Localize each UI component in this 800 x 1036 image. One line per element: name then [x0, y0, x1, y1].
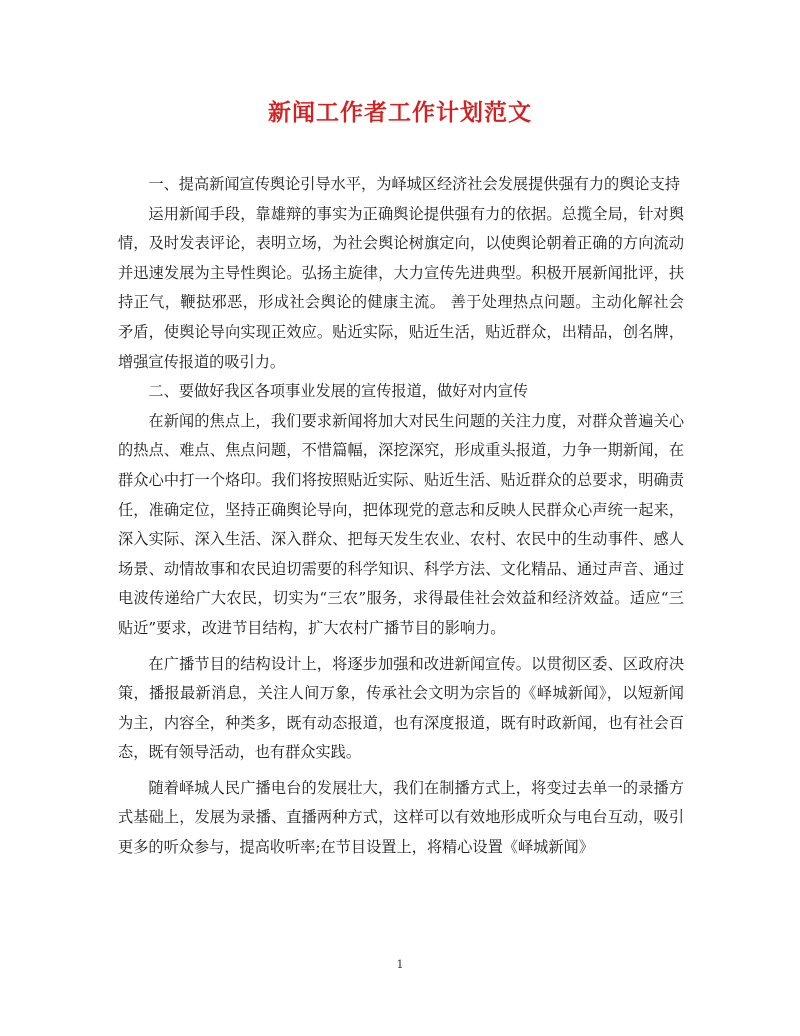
- document-body: [118, 170, 684, 863]
- section-heading-1: 一、提高新闻宣传舆论引导水平，为峄城区经济社会发展提供强有力的舆论支持: [148, 175, 680, 193]
- page-title: 新闻工作者工作计划范文: [268, 99, 532, 126]
- section-heading-2: 二、要做好我区各项事业发展的宣传报道，做好对内宣传: [148, 382, 529, 401]
- paragraph-2: 在新闻的焦点上，我们要求新闻将加大对民生问题的关注力度，对群众普遍关心的热点、难点、焦点问题，不惜篇幅，深挖深究，形成重头报道，力争一期新闻，在群众心中打一个烙印。我们将按照贴近实际、贴近生活、贴近群众的总要求，明确责任，准确定位，坚持正确舆论导向，把体现党的意志和反映人民群众心声统一起来，深入实际、深入生活、深入群众、把每天发生农业、农村、农民中的生动事件、感人场景、动情故事和农民迫切需要的科学知识、科学方法、文化精品、通过声音、通过电波传递给广大农民，切实为“三农”服务，求得最佳社会效益和经济效益。适应“三贴近”要求，改进节目结构，扩大农村广播节目的影响力。: [118, 411, 684, 637]
- paragraph-3: 在广播节目的结构设计上，将逐步加强和改进新闻宣传。以贯彻区委、区政府决策，播报最新消息，关注人间万象，传承社会文明为宗旨的《峄城新闻》，以短新闻为主，内容全，种类多，既有动态报道，也有深度报道，既有时政新闻，也有社会百态，既有领导活动，也有群众实践。: [118, 654, 684, 762]
- paragraph-1: 运用新闻手段，靠雄辩的事实为正确舆论提供强有力的依据。总揽全局，针对舆情，及时发表评论，表明立场，为社会舆论树旗定向，以使舆论朝着正确的方向流动并迅速发展为主导性舆论。弘扬主旋律，大力宣传先进典型。积极开展新闻批评，扶持正气，鞭挞邪恶，形成社会舆论的健康主流。 善于处理热点问题。主动化解社会矛盾，使舆论导向实现正效应。贴近实际，贴近生活，贴近群众，出精品，创名牌，增强宣传报道的吸引力。: [118, 204, 684, 371]
- paragraph-4: 随着峄城人民广播电台的发展壮大，我们在制播方式上，将变过去单一的录播方式基础上，发展为录播、直播两种方式，这样可以有效地形成听众与电台互动，吸引更多的听众参与，提高收听率;在节目设置上，将精心设置《峄城新闻》: [118, 778, 684, 857]
- page-number: 1: [396, 958, 404, 971]
